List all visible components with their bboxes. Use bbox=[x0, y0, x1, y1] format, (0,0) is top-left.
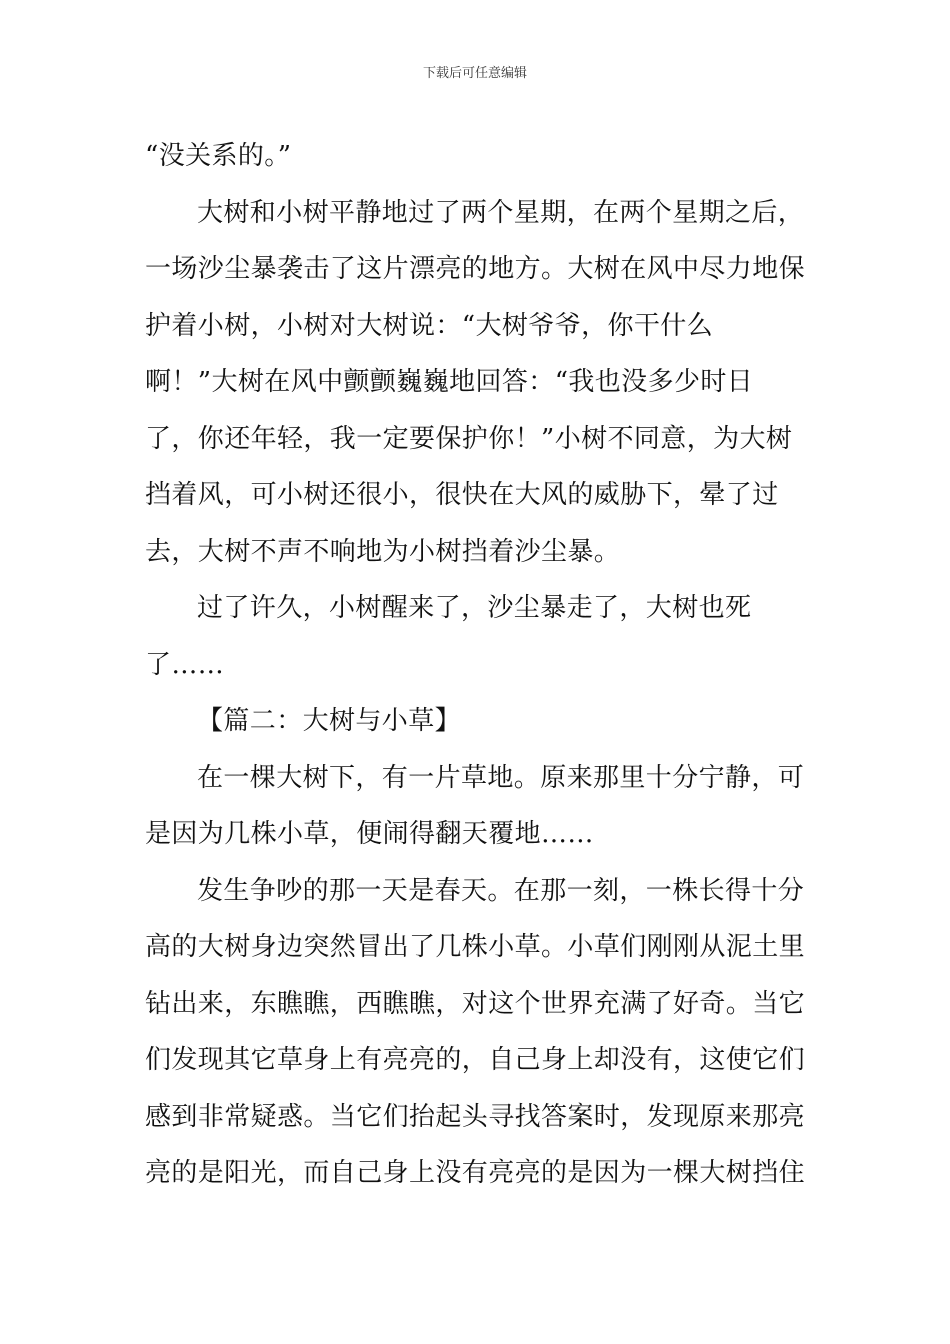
paragraph-4: 在一棵大树下，有一片草地。原来那里十分宁静，可是因为几株小草，便闹得翻天覆地…… bbox=[145, 762, 805, 849]
paragraph-3: 过了许久，小树醒来了，沙尘暴走了，大树也死了…… bbox=[145, 593, 752, 680]
page-header: 下载后可任意编辑 bbox=[422, 66, 527, 81]
paragraph-1: “没关系的。” bbox=[145, 141, 292, 171]
paragraph-5: 发生争吵的那一天是春天。在那一刻，一株长得十分高的大树身边突然冒出了几株小草。小草们刚刚从泥土里钻出来，东瞧瞧，西瞧瞧，对这个世界充满了好奇。当它们发现其它草身上有亮亮的，自己身上却没有，这使它们感到非常疑惑。当它们抬起头寻找答案时，发现原来那亮亮的是阳光，而自己身上没有亮亮的是因为一棵大树挡住 bbox=[145, 875, 806, 1188]
section-heading: 【篇二：大树与小草】 bbox=[197, 706, 462, 736]
document-body bbox=[145, 128, 805, 1202]
paragraph-2: 大树和小树平静地过了两个星期，在两个星期之后，一场沙尘暴袭击了这片漂亮的地方。大树在风中尽力地保护着小树，小树对大树说：“大树爷爷，你干什么啊！”大树在风中颤颤巍巍地回答：“我也没多少时日了，你还年轻，我一定要保护你！”小树不同意，为大树挡着风，可小树还很小，很快在大风的威胁下，晕了过去，大树不声不响地为小树挡着沙尘暴。 bbox=[145, 197, 806, 567]
